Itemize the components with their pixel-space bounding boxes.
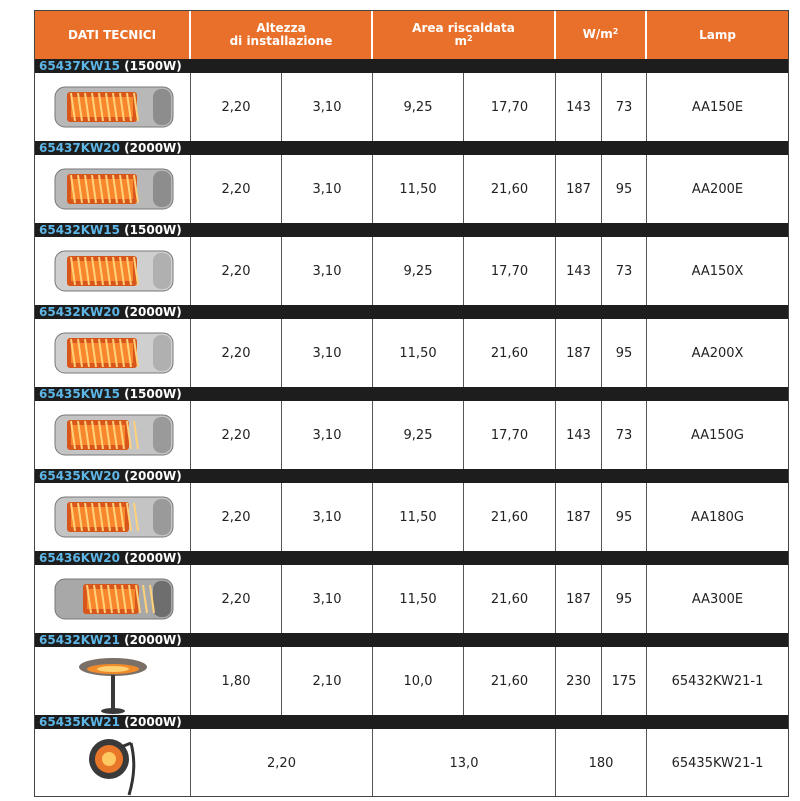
wm2-max: 95 (602, 565, 647, 633)
model-code-text: 65437KW15 (39, 59, 120, 73)
area-min: 11,50 (373, 483, 464, 551)
wm2-max: 73 (602, 237, 647, 305)
model-code-text: 65435KW21 (39, 715, 120, 729)
altezza-min: 2,20 (191, 401, 282, 469)
model-power: (2000W) (119, 469, 182, 483)
lamp-code: AA150G (690, 427, 745, 443)
header-area (373, 11, 556, 59)
model-power: (1500W) (119, 387, 182, 401)
area-max: 17,70 (464, 73, 556, 141)
model-code (39, 141, 182, 155)
wall-heater-dark-icon (35, 565, 191, 633)
model-band (35, 633, 788, 647)
model-code-text: 65435KW20 (39, 469, 120, 483)
wm2-max: 73 (602, 73, 647, 141)
model-code-text: 65435KW15 (39, 387, 120, 401)
wm2-min: 187 (556, 483, 602, 551)
model-code (39, 469, 182, 483)
altezza-max: 3,10 (282, 565, 373, 633)
area: 13,0 (373, 729, 556, 797)
lamp-code: AA150X (691, 263, 744, 279)
wm2-min: 143 (556, 73, 602, 141)
wm2-max: 175 (602, 647, 647, 715)
altezza-max: 3,10 (282, 73, 373, 141)
model-code (39, 387, 182, 401)
patio-heater-lamp-icon (35, 729, 191, 797)
header-altezza-line2: di installazione (229, 34, 333, 48)
header-lamp: Lamp (699, 27, 736, 42)
model-code (39, 223, 182, 237)
altezza-min: 2,20 (191, 319, 282, 387)
wall-heater-white-icon (35, 237, 191, 305)
header-area-unit: m (454, 33, 467, 48)
wall-heater-silver-icon (35, 73, 191, 141)
table-row (35, 73, 788, 142)
altezza-max: 3,10 (282, 483, 373, 551)
model-code (39, 305, 182, 319)
area-max: 21,60 (464, 155, 556, 223)
model-band (35, 469, 788, 483)
model-band (35, 551, 788, 565)
table-row (35, 401, 788, 470)
wm2-min: 187 (556, 565, 602, 633)
model-code (39, 715, 182, 729)
altezza-min: 2,20 (191, 155, 282, 223)
wm2-min: 143 (556, 237, 602, 305)
wall-heater-silver-icon (35, 155, 191, 223)
header-wm2-sup: 2 (612, 27, 619, 36)
area-min: 9,25 (373, 401, 464, 469)
altezza-min: 2,20 (191, 73, 282, 141)
wm2-max: 95 (602, 483, 647, 551)
model-code (39, 551, 182, 565)
wm2-min: 230 (556, 647, 602, 715)
model-power: (2000W) (119, 715, 182, 729)
model-power: (1500W) (119, 59, 182, 73)
altezza-max: 3,10 (282, 237, 373, 305)
area-max: 21,60 (464, 319, 556, 387)
lamp-code: AA180G (690, 509, 745, 525)
lamp-code: 65432KW21-1 (671, 673, 764, 689)
header-area-line1: Area riscaldata (412, 20, 515, 35)
model-code (39, 633, 182, 647)
lamp-code: AA150E (691, 99, 744, 115)
altezza-max: 3,10 (282, 401, 373, 469)
model-code (39, 59, 182, 73)
area-min: 11,50 (373, 155, 464, 223)
model-power: (2000W) (119, 551, 182, 565)
table-header (35, 11, 788, 59)
area-min: 9,25 (373, 237, 464, 305)
area-max: 21,60 (464, 565, 556, 633)
header-altezza-line1: Altezza (256, 21, 306, 35)
model-power: (2000W) (119, 305, 182, 319)
lamp-code: AA300E (691, 591, 744, 607)
model-code-text: 65432KW21 (39, 633, 120, 647)
table-row (35, 647, 788, 716)
lamp-code: AA200E (691, 181, 744, 197)
area-min: 11,50 (373, 565, 464, 633)
wm2-max: 95 (602, 319, 647, 387)
model-band (35, 141, 788, 155)
model-power: (2000W) (119, 633, 182, 647)
model-code-text: 65432KW15 (39, 223, 120, 237)
area-max: 21,60 (464, 647, 556, 715)
table-row (35, 565, 788, 634)
altezza-max: 2,10 (282, 647, 373, 715)
area-max: 21,60 (464, 483, 556, 551)
model-code-text: 65432KW20 (39, 305, 120, 319)
altezza-max: 3,10 (282, 155, 373, 223)
altezza-min: 1,80 (191, 647, 282, 715)
table-row (35, 237, 788, 306)
wm2-min: 187 (556, 155, 602, 223)
wm2: 180 (556, 729, 647, 797)
model-band (35, 59, 788, 73)
altezza: 2,20 (191, 729, 373, 797)
area-min: 11,50 (373, 319, 464, 387)
model-band (35, 387, 788, 401)
wm2-max: 73 (602, 401, 647, 469)
wall-heater-grid-icon (35, 401, 191, 469)
wall-heater-white-icon (35, 319, 191, 387)
area-min: 9,25 (373, 73, 464, 141)
altezza-min: 2,20 (191, 565, 282, 633)
model-code-text: 65437KW20 (39, 141, 120, 155)
area-min: 10,0 (373, 647, 464, 715)
patio-heater-umbrella-icon (35, 647, 191, 715)
model-code-text: 65436KW20 (39, 551, 120, 565)
lamp-code: 65435KW21-1 (671, 755, 764, 771)
table-row (35, 483, 788, 552)
model-band (35, 223, 788, 237)
wm2-min: 187 (556, 319, 602, 387)
area-max: 17,70 (464, 401, 556, 469)
area-max: 17,70 (464, 237, 556, 305)
altezza-min: 2,20 (191, 237, 282, 305)
model-band (35, 715, 788, 729)
wm2-max: 95 (602, 155, 647, 223)
lamp-code: AA200X (691, 345, 744, 361)
model-band (35, 305, 788, 319)
wall-heater-grid-icon (35, 483, 191, 551)
table-row (35, 319, 788, 388)
header-altezza (191, 11, 373, 59)
model-power: (1500W) (119, 223, 182, 237)
header-area-sup: 2 (466, 33, 473, 43)
model-power: (2000W) (119, 141, 182, 155)
header-wm2: $W/m^2$ (556, 11, 647, 59)
header-dati-tecnici: DATI TECNICI (35, 11, 191, 59)
altezza-min: 2,20 (191, 483, 282, 551)
table-row (35, 729, 788, 797)
wm2-min: 143 (556, 401, 602, 469)
altezza-max: 3,10 (282, 319, 373, 387)
tech-spec-table (34, 10, 789, 797)
table-row (35, 155, 788, 224)
